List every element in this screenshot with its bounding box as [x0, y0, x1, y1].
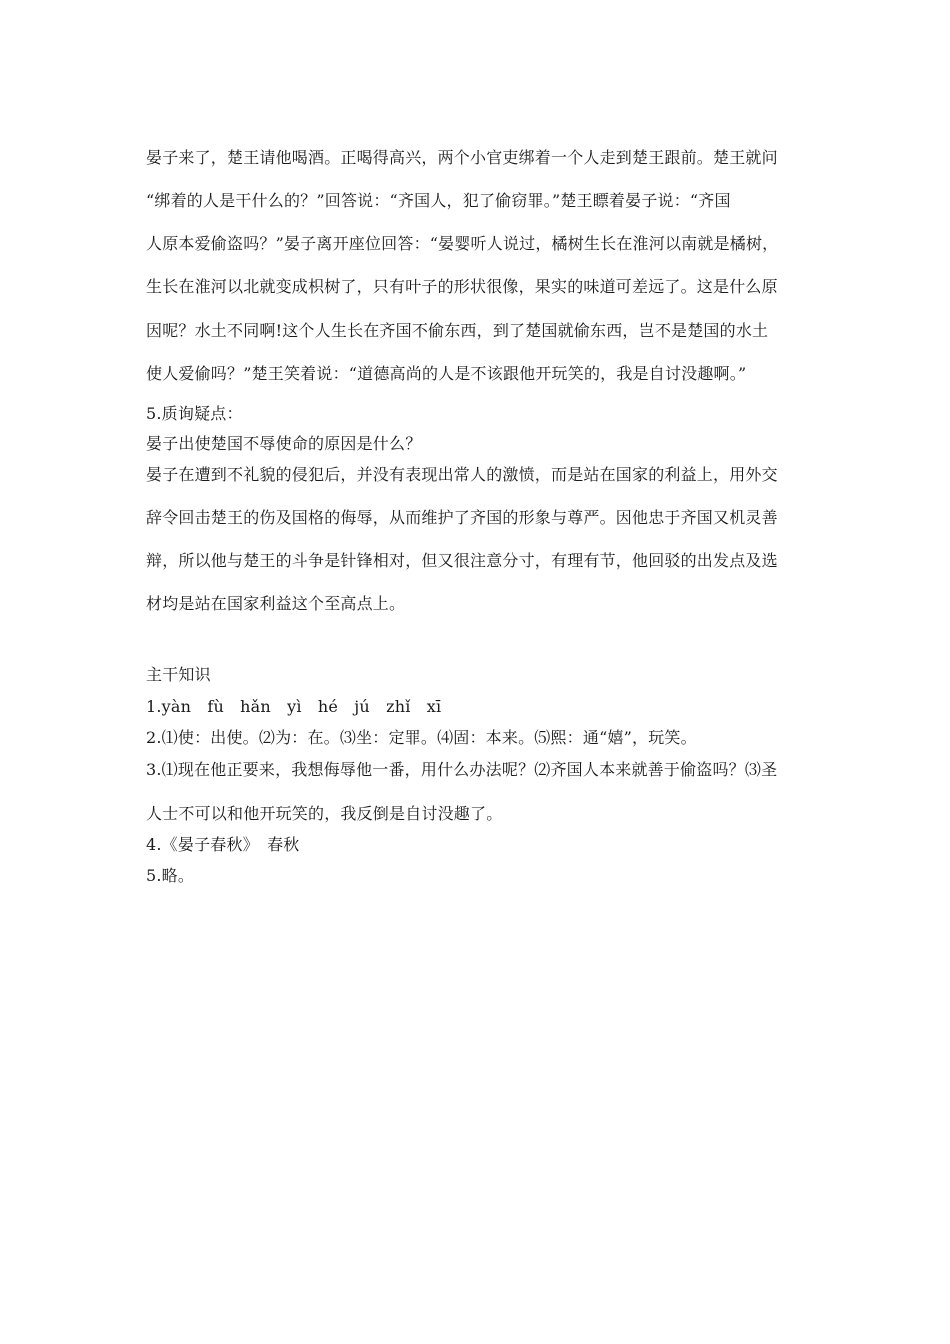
answer-line-3: 辩，所以他与楚王的斗争是针锋相对，但又很注意分寸，有理有节，他回驳的出发点及选 — [146, 551, 778, 570]
passage-line-1: 晏子来了，楚王请他喝酒。正喝得高兴，两个小官吏绑着一个人走到楚王跟前。楚王就问 — [146, 148, 778, 167]
question-heading: 5.质询疑点： — [146, 404, 243, 423]
knowledge-item-1: 1.yàn fù hǎn yì hé jú zhǐ xī — [146, 697, 442, 716]
knowledge-item-4: 4.《晏子春秋》 春秋 — [146, 835, 300, 854]
knowledge-item-3: 3.⑴现在他正要来，我想侮辱他一番，用什么办法呢？⑵齐国人本来就善于偷盗吗？⑶圣 — [146, 760, 778, 779]
answer-line-1: 晏子在遭到不礼貌的侵犯后，并没有表现出常人的激愤，而是站在国家的利益上，用外交 — [146, 465, 778, 484]
section-title: 主干知识 — [146, 665, 211, 684]
passage-line-6: 使人爱偷吗？”楚王笑着说：“道德高尚的人是不该跟他开玩笑的，我是自讨没趣啊。” — [146, 364, 747, 383]
knowledge-item-5: 5.略。 — [146, 866, 195, 885]
passage-line-4: 生长在淮河以北就变成枳树了，只有叶子的形状很像，果实的味道可差远了。这是什么原 — [146, 277, 778, 296]
passage-line-5: 因呢？水土不同啊!这个人生长在齐国不偷东西，到了楚国就偷东西，岂不是楚国的水土 — [146, 321, 769, 340]
answer-line-2: 辞令回击楚王的伤及国格的侮辱，从而维护了齐国的形象与尊严。因他忠于齐国又机灵善 — [146, 508, 778, 527]
answer-line-4: 材均是站在国家利益这个至高点上。 — [146, 594, 406, 613]
passage-line-2: “绑着的人是干什么的？”回答说：“齐国人，犯了偷窃罪。”楚王瞟着晏子说：“齐国 — [146, 191, 731, 210]
knowledge-item-3-cont: 人士不可以和他开玩笑的，我反倒是自讨没趣了。 — [146, 804, 503, 823]
passage-line-3: 人原本爱偷盗吗？”晏子离开座位回答：“晏婴听人说过，橘树生长在淮河以南就是橘树， — [146, 234, 779, 253]
question-prompt: 晏子出使楚国不辱使命的原因是什么？ — [146, 434, 422, 453]
knowledge-item-2: 2.⑴使：出使。⑵为：在。⑶坐：定罪。⑷固：本来。⑸熙：通“嬉”，玩笑。 — [146, 728, 697, 747]
